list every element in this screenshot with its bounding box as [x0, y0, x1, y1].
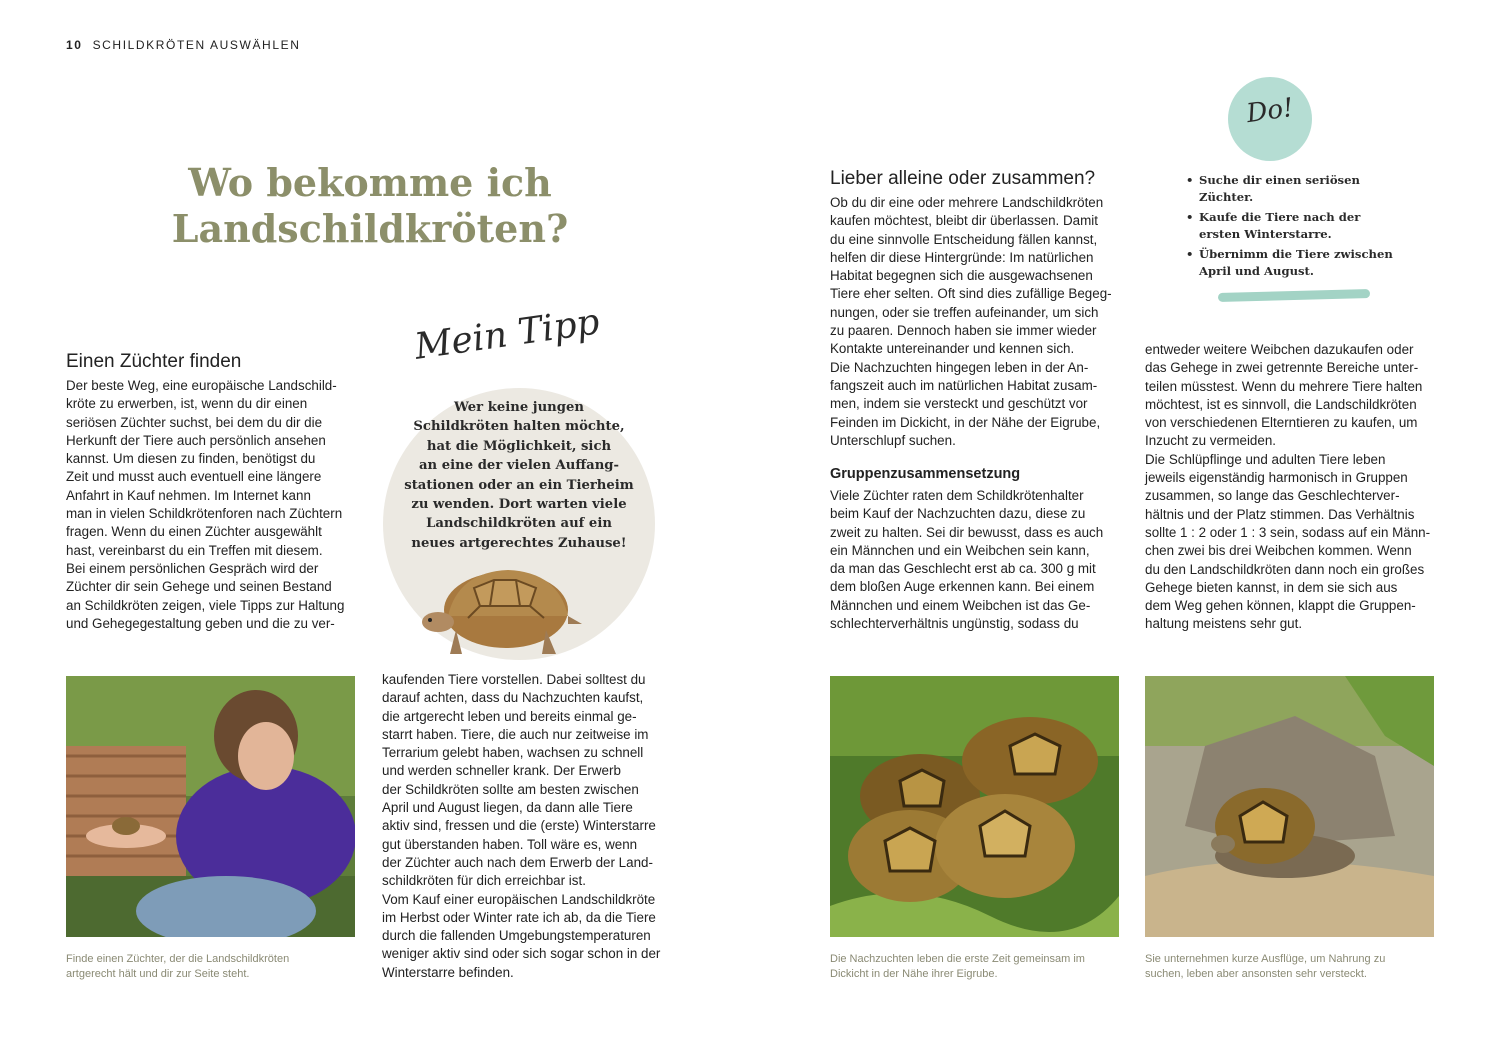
tipp-line: an eine der vielen Auffang- — [419, 458, 619, 474]
caption-line: Sie unternehmen kurze Ausflüge, um Nahrung zu — [1145, 953, 1386, 965]
text-line: an Schildkröten zeigen, viele Tipps zur Haltung — [66, 597, 345, 613]
text-line: du eine sinnvolle Entscheidung fällen kannst, — [830, 231, 1098, 247]
photo-tortoise-on-rock — [1145, 676, 1434, 937]
text-line: fangszeit auch im natürlichen Habitat zusam- — [830, 377, 1098, 393]
text-line: im Herbst oder Winter rate ich ab, da die Tiere — [382, 909, 656, 925]
text-line: Die Nachzuchten hingegen leben in der An- — [830, 359, 1089, 375]
text-line: kaufen möchtest, bleibt dir überlassen. Damit — [830, 213, 1098, 229]
tipp-line: zu wenden. Dort warten viele — [411, 497, 627, 513]
text-line: Winterstarre befinden. — [382, 964, 514, 980]
text-line: das Gehege in zwei getrennte Bereiche unter- — [1145, 360, 1419, 376]
text-line: men, indem sie versteckt und geschützt vor — [830, 396, 1088, 412]
text-line: hältnis und der Platz stimmen. Das Verhältnis — [1145, 506, 1415, 522]
text-line: Kontakte untereinander und kennen sich. — [830, 341, 1075, 357]
text-line: die artgerecht leben und bereits einmal ge- — [382, 708, 637, 724]
section-body-gruppe-continued — [1145, 341, 1445, 634]
tipp-line: hat die Möglichkeit, sich — [426, 438, 612, 454]
photo-woman-with-tortoise — [66, 676, 355, 937]
section-body-zuechter-continued — [382, 671, 682, 982]
text-line: zusammen, so lange das Geschlechterver- — [1145, 488, 1400, 504]
text-line: beim Kauf der Nachzuchten dazu, diese zu — [830, 506, 1086, 522]
text-line: und Gehegegestaltung geben und die zu ver- — [66, 615, 335, 631]
page-title — [120, 160, 620, 252]
text-line: Viele Züchter raten dem Schildkrötenhalter — [830, 488, 1084, 503]
text-line: darauf achten, dass du Nachzuchten kaufst, — [382, 690, 644, 706]
text-line: Bei einem persönlichen Gespräch wird der — [66, 560, 319, 576]
tipp-title: Mein Tipp — [412, 301, 602, 368]
text-line: und werden schneller krank. Der Erwerb — [382, 763, 621, 779]
brush-stroke-decoration — [1218, 289, 1370, 302]
section-label: SCHILDKRÖTEN AUSWÄHLEN — [92, 38, 301, 52]
text-line: dem Weg gehen können, klappt die Gruppen- — [1145, 598, 1416, 614]
text-line: sollte 1 : 2 oder 1 : 3 sein, sodass auf ein Männ- — [1145, 524, 1431, 540]
text-line: zweit zu halten. Sei dir bewusst, dass es auch — [830, 524, 1104, 540]
photo-3-caption — [1145, 952, 1445, 982]
caption-line: Die Nachzuchten leben die erste Zeit gemeinsam im — [830, 953, 1085, 965]
section-heading-gruppe: Gruppenzusammensetzung — [830, 466, 1021, 482]
text-line: kröte zu erwerben, ist, wenn du dir einen — [66, 396, 308, 412]
text-line: chen zwei bis drei Weibchen kommen. Wenn — [1145, 543, 1412, 559]
caption-line: Finde einen Züchter, der die Landschildkröten — [66, 953, 290, 965]
text-line: Unterschlupf suchen. — [830, 432, 956, 448]
do-title: Do! — [1244, 92, 1296, 130]
text-line: von verschiedenen Elterntieren zu kaufen, um — [1145, 415, 1418, 431]
text-line: kannst. Um diesen zu finden, benötigst du — [66, 451, 316, 467]
text-line: zu paaren. Dennoch haben sie immer wieder — [830, 323, 1097, 339]
text-line: man in vielen Schildkrötenforen nach Züchtern — [66, 506, 343, 522]
tipp-line: Landschildkröten auf ein — [426, 516, 612, 532]
text-line: haltung meistens sehr gut. — [1145, 616, 1303, 632]
caption-line: Dickicht in der Nähe ihrer Eigrube. — [830, 968, 998, 980]
text-line: helfen dir diese Hintergründe: Im natürlichen — [830, 249, 1094, 265]
text-line: Tiere eher selten. Oft sind dies zufällige Begeg- — [830, 286, 1112, 302]
text-line: Zeit und musst auch eventuell eine längere — [66, 469, 322, 485]
text-line: du den Landschildkröten dann noch ein großes — [1145, 561, 1425, 577]
tipp-line: Wer keine jungen — [454, 400, 584, 415]
photo-2-caption — [830, 952, 1130, 982]
text-line: dem bloßen Auge erkennen kann. Bei einem — [830, 579, 1095, 595]
text-line: Männchen und einem Weibchen ist das Ge- — [830, 597, 1091, 613]
text-line: weniger aktiv sind oder sich sogar schon in der — [382, 946, 661, 962]
text-line: kaufenden Tiere vorstellen. Dabei solltest du — [382, 672, 646, 687]
text-line: ein Männchen und ein Weibchen sein kann, — [830, 542, 1090, 558]
caption-line: artgerecht hält und dir zur Seite steht. — [66, 968, 250, 980]
text-line: Gehege bieten kannst, in dem sie sich aus — [1145, 579, 1398, 595]
text-line: Herkunft der Tiere auch persönlich ansehen — [66, 432, 326, 448]
text-line: nungen, oder sie treffen aufeinander, um sich — [830, 304, 1099, 320]
tortoise-illustration — [418, 558, 588, 660]
photo-tortoise-group — [830, 676, 1119, 937]
text-line: aktiv sind, fressen und die (erste) Winterstarre — [382, 818, 656, 834]
text-line: möchtest, ist es sinnvoll, die Landschildkröten — [1145, 396, 1417, 412]
text-line: entweder weitere Weibchen dazukaufen oder — [1145, 342, 1414, 357]
text-line: Vom Kauf einer europäischen Landschildkröte — [382, 891, 656, 907]
text-line: Anfahrt in Kauf nehmen. Im Internet kann — [66, 487, 311, 503]
page-title-line-1: Wo bekomme ich — [188, 160, 552, 205]
page-number: 10 — [66, 38, 83, 52]
text-line: April und August liegen, da dann alle Tiere — [382, 800, 633, 816]
do-item: • Suche dir einen seriösen Züchter. — [1186, 172, 1396, 205]
text-line: Inzucht zu vermeiden. — [1145, 433, 1276, 449]
text-line: teilen müsstest. Wenn du mehrere Tiere halten — [1145, 378, 1423, 394]
tipp-line: stationen oder an ein Tierheim — [404, 477, 634, 493]
text-line: schildkröten für dich erreichbar ist. — [382, 873, 586, 889]
page-title-line-2: Landschildkröten? — [171, 206, 569, 251]
text-line: schlechterverhältnis ungünstig, sodass du — [830, 616, 1079, 632]
text-line: jeweils eigenständig harmonisch in Gruppen — [1145, 470, 1408, 486]
text-line: hast, vereinbarst du ein Treffen mit diesem. — [66, 542, 323, 558]
section-body-alleine-zusammen — [830, 194, 1130, 450]
text-line: durch die fallenden Umgebungstemperaturen — [382, 928, 651, 944]
do-list — [1186, 172, 1396, 283]
text-line: da man das Geschlecht erst ab ca. 300 g mit — [830, 561, 1096, 577]
section-heading-alleine-zusammen: Lieber alleine oder zusammen? — [830, 168, 1096, 189]
text-line: Züchter dir sein Gehege und seinen Bestand — [66, 579, 332, 595]
text-line: Ob du dir eine oder mehrere Landschildkröten — [830, 195, 1104, 210]
tipp-text — [395, 398, 643, 553]
text-line: der Züchter auch nach dem Erwerb der Land- — [382, 854, 653, 870]
text-line: Feinden im Dickicht, in der Nähe der Eigrube, — [830, 414, 1101, 430]
section-body-zuechter — [66, 377, 366, 633]
section-heading-zuechter: Einen Züchter finden — [66, 351, 242, 372]
text-line: der Schildkröten sollte am besten zwischen — [382, 781, 639, 797]
photo-1-caption — [66, 952, 366, 982]
text-line: fragen. Wenn du einen Züchter ausgewählt — [66, 524, 322, 540]
caption-line: suchen, leben aber ansonsten sehr versteckt. — [1145, 968, 1367, 980]
text-line: Die Schlüpflinge und adulten Tiere leben — [1145, 451, 1386, 467]
do-item: • Kaufe die Tiere nach der ersten Winterstarre. — [1186, 209, 1396, 242]
text-line: seriösen Züchter suchst, bei dem du dir die — [66, 414, 323, 430]
text-line: Der beste Weg, eine europäische Landschild- — [66, 378, 337, 393]
text-line: gut überstanden haben. Toll wäre es, wenn — [382, 836, 638, 852]
running-header — [66, 38, 300, 52]
text-line: Habitat begegnen sich die ausgewachsenen — [830, 268, 1093, 284]
tipp-line: neues artgerechtes Zuhause! — [411, 535, 627, 551]
section-body-gruppe — [830, 487, 1130, 633]
do-item: • Übernimm die Tiere zwischen April und August. — [1186, 246, 1396, 279]
text-line: starrt haben. Tiere, die auch nur zeitweise im — [382, 726, 649, 742]
tipp-line: Schildkröten halten möchte, — [413, 419, 625, 435]
text-line: Terrarium gelebt haben, wachsen zu schnell — [382, 745, 644, 761]
